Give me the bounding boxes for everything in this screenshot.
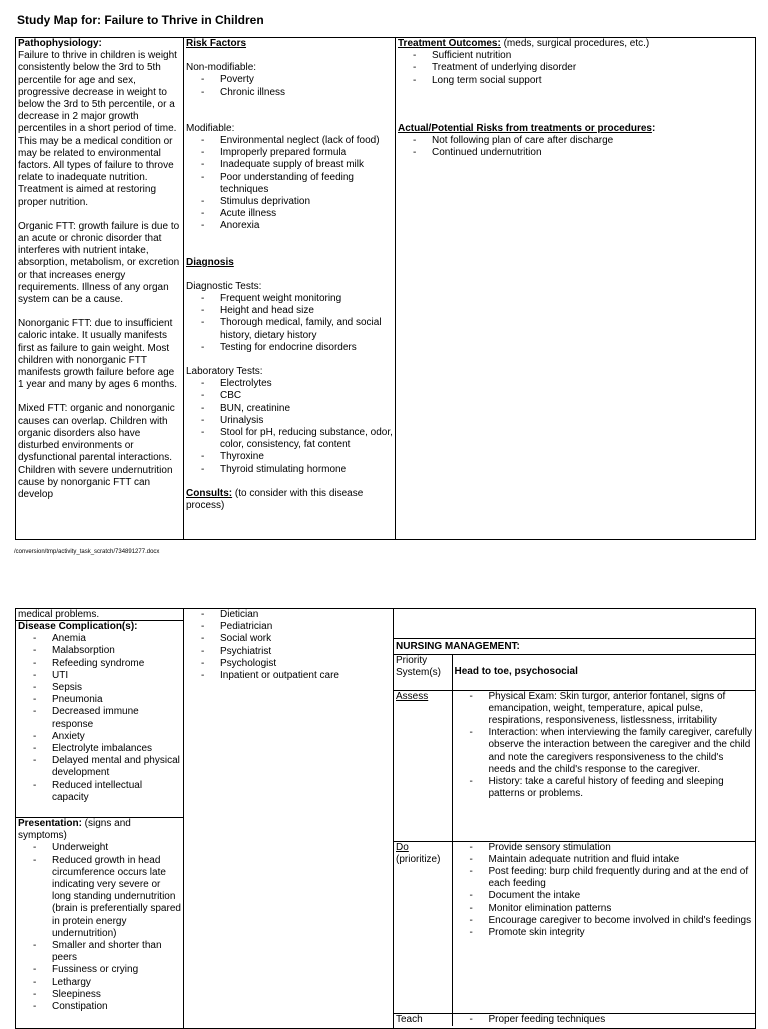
list-item: - Constipation: [18, 1001, 181, 1013]
mixed-ftt-paragraph: Mixed FTT: organic and nonorganic causes can overlap. Children with organic disorders also have disturbed environments or dysfunctional parental interactions. Children with severe undernutrition cause by nonorganic FTT can develop: [18, 403, 175, 500]
do-list: [455, 842, 754, 940]
list-item: - Electrolytes: [186, 378, 393, 390]
list-item: - Interaction: when interviewing the family caregiver, carefully observe the interaction between the caregiver and the child and note the caregivers responsiveness to the child's needs and the child's response to the caregiver.: [455, 727, 754, 776]
nursing-management-heading: NURSING MANAGEMENT:: [394, 639, 755, 655]
pathophysiology-heading: Pathophysiology:: [18, 38, 102, 49]
document-title: Study Map for: Failure to Thrive in Children: [17, 13, 264, 27]
list-item: - Not following plan of care after discharge: [398, 135, 753, 147]
consults-column-cell: [184, 609, 394, 1029]
do-label: Do: [396, 841, 409, 853]
consults-list: [186, 609, 391, 682]
diagnostic-tests-list: [186, 293, 393, 354]
nonorganic-ftt-paragraph: Nonorganic FTT: due to insufficient caloric intake. It usually manifests first as failure to gain weight. Most children with nonorganic FTT manifests growth failure before age 1 year and many by ages 6 months.: [18, 318, 177, 391]
consults-heading: Consults:: [186, 487, 233, 499]
treatment-outcomes-line: [398, 38, 753, 50]
study-map-table-page2: [15, 608, 756, 1029]
consults-note: (to consider with this disease process): [186, 487, 364, 512]
list-item: - Acute illness: [186, 208, 393, 220]
list-item: - Stimulus deprivation: [186, 196, 393, 208]
list-item: - Document the intake: [455, 890, 754, 902]
continued-text: medical problems.: [16, 609, 183, 621]
list-item: - Malabsorption: [18, 645, 181, 657]
treatment-outcomes-list: [398, 50, 753, 87]
list-item: - Anemia: [18, 633, 181, 645]
presentation-line: [18, 818, 181, 842]
nursing-management-table: [394, 655, 755, 1026]
list-item: - Psychologist: [186, 658, 391, 670]
risk-diagnosis-cell: [184, 38, 396, 540]
diagnostic-tests-label: Diagnostic Tests:: [186, 280, 262, 292]
complications-heading: Disease Complication(s):: [18, 621, 138, 632]
list-item: - Fussiness or crying: [18, 964, 181, 976]
treatment-cell: [396, 38, 756, 540]
list-item: - Inadequate supply of breast milk: [186, 159, 393, 171]
list-item: - Improperly prepared formula: [186, 147, 393, 159]
do-sublabel: (prioritize): [396, 853, 441, 865]
list-item: - Urinalysis: [186, 415, 393, 427]
list-item: - Anorexia: [186, 220, 393, 232]
risks-line: [398, 123, 753, 135]
laboratory-tests-label: Laboratory Tests:: [186, 366, 263, 378]
footer-path: /conversion/tmp/activity_task_scratch/734891277.docx: [14, 549, 160, 555]
risks-heading: Actual/Potential Risks from treatments or procedures: [398, 122, 652, 134]
list-item: - Inpatient or outpatient care: [186, 670, 391, 682]
assess-label: Assess: [394, 690, 452, 841]
priority-label: Priority System(s): [394, 655, 452, 690]
pathophysiology-cell: [16, 38, 184, 540]
list-item: - Pediatrician: [186, 621, 391, 633]
laboratory-tests-list: [186, 378, 393, 476]
treatment-outcomes-heading: Treatment Outcomes:: [398, 38, 501, 49]
list-item: - Sleepiness: [18, 989, 181, 1001]
organic-ftt-paragraph: Organic FTT: growth failure is due to an acute or chronic disorder that interferes with nutrient intake, absorption, metabolism, or excretion or that increases energy requirements. Illness of any organ system can be a cause.: [18, 220, 180, 306]
list-item: - Encourage caregiver to become involved in child's feedings: [455, 915, 754, 927]
list-item: - Monitor elimination patterns: [455, 903, 754, 915]
list-item: - Refeeding syndrome: [18, 658, 181, 670]
list-item: - Treatment of underlying disorder: [398, 62, 753, 74]
treatment-outcomes-note: (meds, surgical procedures, etc.): [500, 38, 650, 49]
left-column-cell: [16, 609, 184, 1029]
list-item: - Post feeding: burp child frequently during and at the end of each feeding: [455, 866, 754, 890]
list-item: - Electrolyte imbalances: [18, 743, 181, 755]
modifiable-label: Modifiable:: [186, 122, 235, 134]
list-item: - Dietician: [186, 609, 391, 621]
list-item: - Thorough medical, family, and social history, dietary history: [186, 317, 393, 341]
list-item: - Poor understanding of feeding techniques: [186, 172, 393, 196]
list-item: - Poverty: [186, 74, 393, 86]
do-cell: [452, 841, 755, 1013]
list-item: - Delayed mental and physical development: [18, 755, 181, 779]
presentation-list: [18, 842, 181, 1013]
list-item: - Long term social support: [398, 75, 753, 87]
assess-list: [455, 691, 754, 801]
do-label-cell: [394, 841, 452, 1013]
consults-line: [186, 488, 393, 512]
list-item: - Psychiatrist: [186, 646, 391, 658]
list-item: - Chronic illness: [186, 87, 393, 99]
modifiable-list: [186, 135, 393, 233]
list-item: - Pneumonia: [18, 694, 181, 706]
list-item: - Proper feeding techniques: [455, 1014, 754, 1026]
list-item: - Anxiety: [18, 731, 181, 743]
presentation-note: (signs and symptoms): [18, 818, 131, 842]
study-map-table-page1: [15, 37, 756, 540]
presentation-section: [16, 818, 183, 1028]
list-item: - History: take a careful history of feeding and sleeping patterns or problems.: [455, 776, 754, 800]
list-item: - UTI: [18, 670, 181, 682]
pathophysiology-paragraph-1: Failure to thrive in children is weight consistently below the 3rd to 5th percentile for age and sex, progressive decrease in weight to below the 3rd to 5th percentile, or a decrease in 2 major growth percentiles in a short period of time. This may be a medical condition or may be related to environmental factors. All types of failure to throve relate to inadequate nutrition. Treatment is aimed at restoring proper nutrition.: [18, 50, 177, 208]
list-item: - Frequent weight monitoring: [186, 293, 393, 305]
list-item: - Thyroxine: [186, 451, 393, 463]
list-item: - Smaller and shorter than peers: [18, 940, 181, 964]
nursing-management-cell: [394, 609, 756, 1029]
list-item: - Stool for pH, reducing substance, odor, color, consistency, fat content: [186, 427, 393, 451]
diagnosis-heading: Diagnosis: [186, 256, 234, 268]
list-item: - Decreased immune response: [18, 706, 181, 730]
list-item: - Thyroid stimulating hormone: [186, 464, 393, 476]
teach-label: Teach: [394, 1013, 452, 1026]
nonmodifiable-label: Non-modifiable:: [186, 62, 257, 74]
risk-factors-heading: Risk Factors: [186, 38, 247, 49]
list-item: - Provide sensory stimulation: [455, 842, 754, 854]
list-item: - Environmental neglect (lack of food): [186, 135, 393, 147]
list-item: - CBC: [186, 390, 393, 402]
complications-list: [18, 633, 181, 804]
complications-section: [16, 621, 183, 818]
list-item: - Promote skin integrity: [455, 927, 754, 939]
risks-colon: :: [651, 122, 656, 134]
list-item: - Lethargy: [18, 977, 181, 989]
priority-value: Head to toe, psychosocial: [452, 655, 755, 690]
list-item: - Sufficient nutrition: [398, 50, 753, 62]
list-item: - Maintain adequate nutrition and fluid intake: [455, 854, 754, 866]
assess-cell: [452, 690, 755, 841]
list-item: - Testing for endocrine disorders: [186, 342, 393, 354]
list-item: - Reduced intellectual capacity: [18, 780, 181, 804]
risks-list: [398, 135, 753, 159]
list-item: - Social work: [186, 633, 391, 645]
list-item: - Height and head size: [186, 305, 393, 317]
list-item: - Sepsis: [18, 682, 181, 694]
list-item: - Continued undernutrition: [398, 147, 753, 159]
list-item: - BUN, creatinine: [186, 403, 393, 415]
list-item: - Underweight: [18, 842, 181, 854]
nonmodifiable-list: [186, 74, 393, 98]
list-item: - Physical Exam: Skin turgor, anterior fontanel, signs of emancipation, weight, temperature, apical pulse, respirations, responsiveness, listlessness, irritability: [455, 691, 754, 728]
list-item: - Reduced growth in head circumference occurs late indicating very severe or long standing undernutrition (brain is preferentially spared in protein energy undernutrition): [18, 855, 181, 940]
presentation-heading: Presentation:: [18, 818, 82, 829]
